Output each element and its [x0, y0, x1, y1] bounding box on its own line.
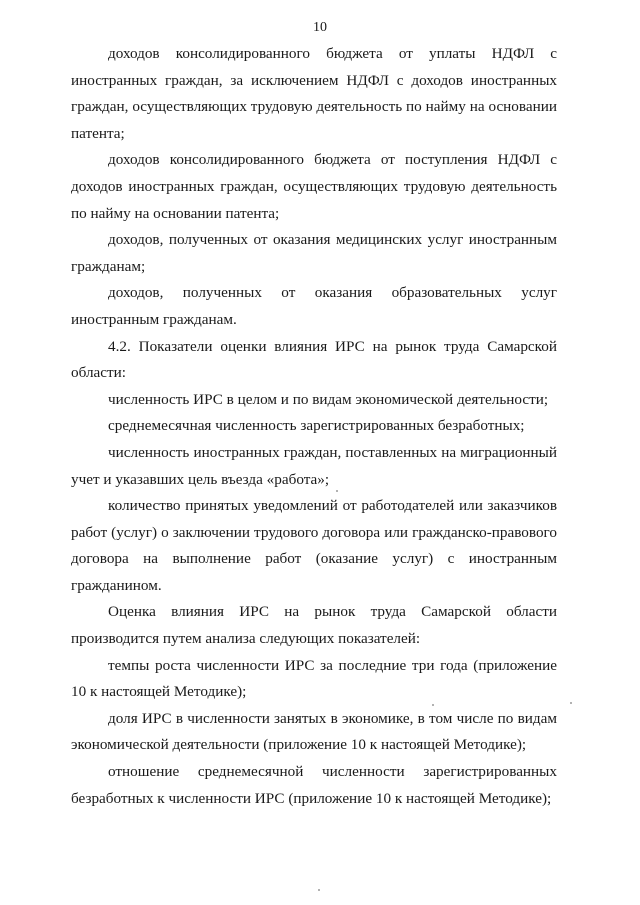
- paragraph-medical-services-income: доходов, полученных от оказания медицинских услуг иностранным гражданам;: [71, 231, 557, 275]
- paragraph-irs-count: численность ИРС в целом и по видам экономической деятельности;: [108, 390, 549, 408]
- scan-speck: [336, 490, 338, 492]
- paragraph-assessment-intro: Оценка влияния ИРС на рынок труда Самарской области производится путем анализа следующих показателей:: [71, 603, 557, 648]
- document-body: [71, 41, 557, 812]
- paragraph-unemployed-ratio: отношение среднемесячной численности зарегистрированных безработных к численности ИРС (приложение 10 к настоящей Методике);: [71, 763, 557, 807]
- paragraph-education-services-income: доходов, полученных от оказания образовательных услуг иностранным гражданам.: [71, 284, 557, 328]
- scan-speck: [570, 702, 572, 704]
- paragraph-growth-rate: темпы роста численности ИРС за последние три года (приложение 10 к настоящей Методике);: [71, 656, 557, 701]
- scan-speck: [318, 889, 320, 891]
- paragraph-migration-registration: численность иностранных граждан, поставленных на миграционный учет и указавших цель въезда «работа»;: [71, 443, 557, 488]
- paragraph-employer-notifications: количество принятых уведомлений от работодателей или заказчиков работ (услуг) о заключении трудового договора или гражданско-правового договора на выполнение работ (оказание услуг) с иностранным гражданином.: [71, 497, 557, 594]
- paragraph-irs-share: доля ИРС в численности занятых в экономике, в том числе по видам экономической деятельности (приложение 10 к настоящей Методике);: [71, 709, 557, 754]
- section-heading-4-2: 4.2. Показатели оценки влияния ИРС на рынок труда Самарской области:: [71, 337, 557, 382]
- scan-speck: [432, 704, 434, 706]
- paragraph-ndfl-patent: доходов консолидированного бюджета от поступления НДФЛ с доходов иностранных граждан, осуществляющих трудовую деятельность по найму на основании патента;: [71, 151, 557, 222]
- paragraph-ndfl-foreign-citizens: доходов консолидированного бюджета от уплаты НДФЛ с иностранных граждан, за исключением НДФЛ с доходов иностранных граждан, осуществляющих трудовую деятельность по найму на основании патента;: [71, 45, 557, 142]
- page-number: 10: [313, 20, 327, 35]
- paragraph-unemployed-count: среднемесячная численность зарегистрированных безработных;: [108, 417, 525, 435]
